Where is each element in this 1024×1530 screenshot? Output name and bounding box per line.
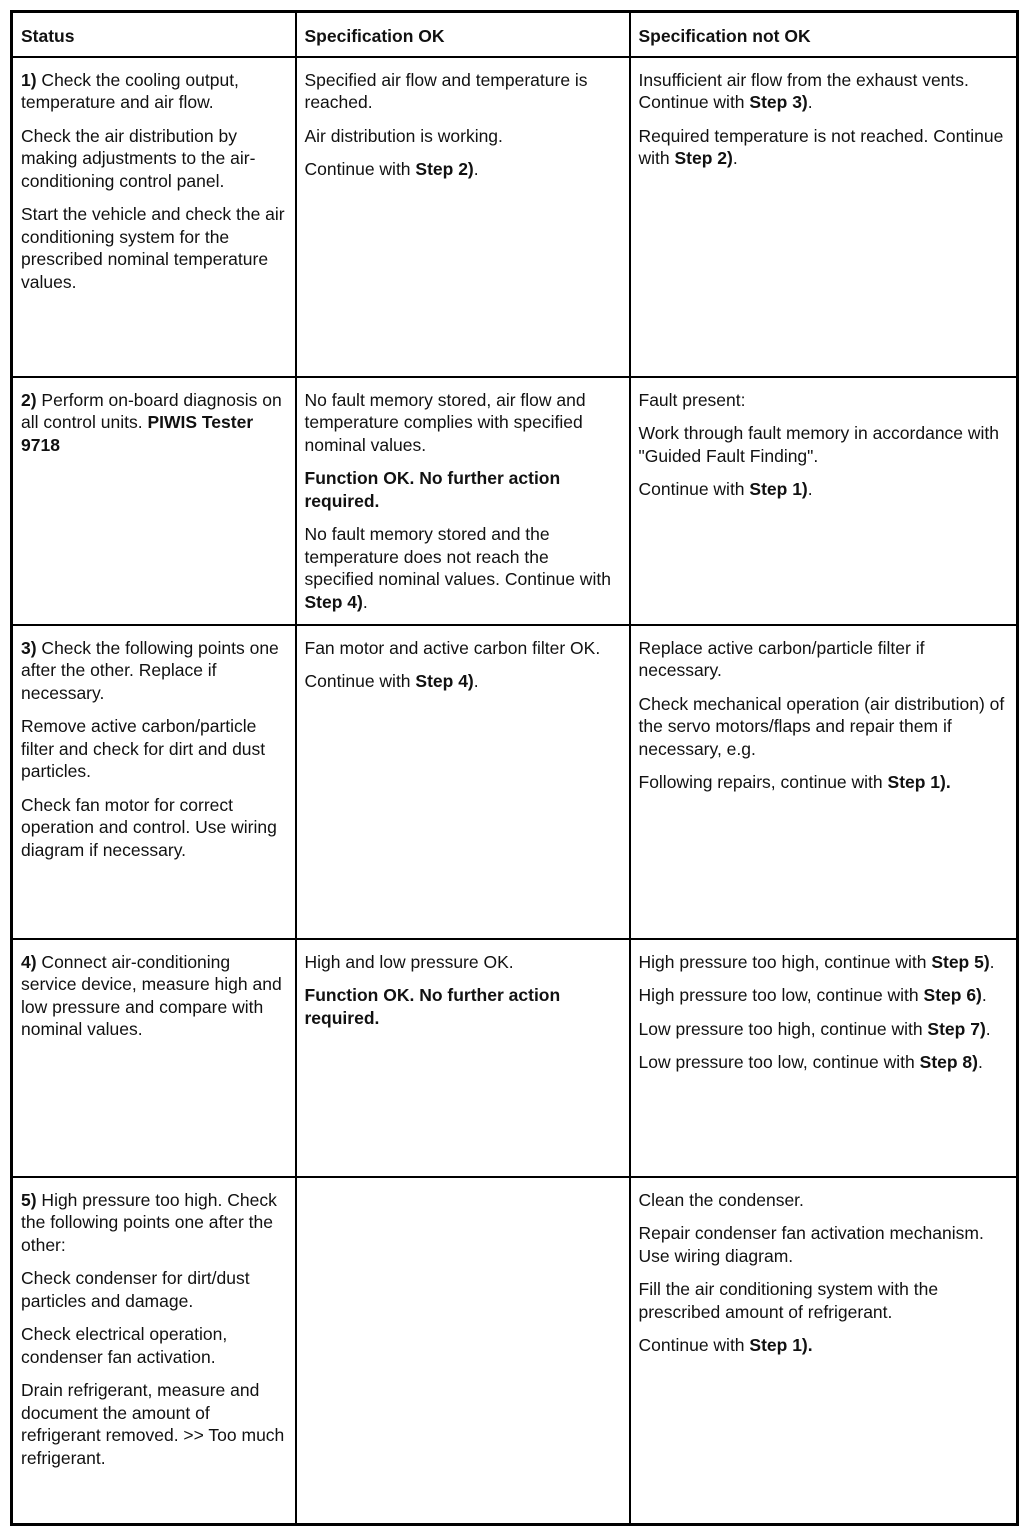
cell-paragraph	[21, 389, 287, 457]
cell-paragraph	[305, 125, 621, 148]
cell-paragraph	[639, 389, 1009, 412]
cell-paragraph	[639, 1222, 1009, 1267]
text: Continue with	[638, 1335, 750, 1355]
bold-text: Step 2)	[674, 148, 733, 168]
spec-not-ok-cell	[630, 377, 1018, 625]
status-cell	[12, 625, 296, 939]
text: Clean the condenser.	[638, 1189, 804, 1210]
spec-not-ok-cell	[630, 625, 1018, 939]
text: .	[981, 985, 987, 1005]
cell-paragraph	[21, 951, 287, 1041]
text: High and low pressure OK.	[304, 951, 514, 972]
table-row	[12, 939, 1018, 1177]
cell-paragraph	[305, 467, 621, 512]
bold-text: 5)	[21, 1189, 37, 1210]
table-row	[12, 625, 1018, 939]
text: .	[807, 92, 813, 112]
diagnosis-table	[10, 10, 1019, 1526]
cell-paragraph	[639, 1334, 1009, 1357]
text: High pressure too high, continue with	[638, 951, 932, 972]
text: Low pressure too high, continue with	[638, 1018, 928, 1039]
text: .	[989, 951, 995, 972]
bold-text: Function OK. No further action required.	[304, 985, 561, 1028]
text: Work through fault memory in accordance with "Guided Fault Finding".	[638, 423, 1000, 466]
status-cell	[12, 377, 296, 625]
cell-paragraph	[305, 69, 621, 114]
text: No fault memory stored and the temperature does not reach the specified nominal values. Continue with	[304, 524, 611, 589]
text: .	[985, 1018, 991, 1039]
status-cell	[12, 939, 296, 1177]
cell-paragraph	[639, 1278, 1009, 1323]
cell-paragraph	[639, 1018, 1009, 1041]
bold-text: Step 8)	[919, 1052, 978, 1072]
cell-paragraph	[305, 670, 621, 693]
table-row	[12, 377, 1018, 625]
header-status: Status	[12, 12, 296, 57]
text: Perform on-board diagnosis on all control units.	[21, 389, 282, 432]
text: Continue with	[304, 159, 416, 179]
spec-ok-cell	[296, 625, 630, 939]
cell-paragraph	[639, 1051, 1009, 1074]
text: .	[473, 159, 479, 179]
text: High pressure too low, continue with	[638, 985, 924, 1005]
cell-paragraph	[639, 69, 1009, 114]
bold-text: Step 2)	[415, 159, 474, 179]
cell-paragraph	[639, 771, 1009, 794]
cell-paragraph	[305, 158, 621, 181]
text: Check the following points one after the other. Replace if necessary.	[21, 637, 279, 703]
text: Check the cooling output, temperature and air flow.	[21, 69, 239, 112]
text: No fault memory stored, air flow and temperature complies with specified nominal values.	[304, 389, 586, 455]
text: Drain refrigerant, measure and document the amount of refrigerant removed. >> Too much refrigerant.	[21, 1380, 285, 1468]
bold-text: Step 7)	[927, 1018, 986, 1039]
bold-text: 2)	[21, 389, 37, 410]
text: .	[978, 1052, 983, 1072]
bold-text: Step 1).	[887, 772, 951, 792]
bold-text: 1)	[21, 69, 37, 90]
text: Connect air-conditioning service device, measure high and low pressure and compare with nominal values.	[21, 951, 282, 1039]
spec-not-ok-cell	[630, 939, 1018, 1177]
cell-paragraph	[21, 794, 287, 862]
cell-paragraph	[21, 637, 287, 705]
bold-text: Function OK. No further action required.	[304, 468, 561, 511]
cell-paragraph	[639, 478, 1009, 501]
text: Air distribution is working.	[304, 125, 503, 146]
cell-paragraph	[639, 984, 1009, 1007]
text: Check the air distribution by making adjustments to the air-conditioning control panel.	[21, 125, 256, 191]
status-cell	[12, 57, 296, 377]
bold-text: Step 4)	[304, 591, 363, 612]
bold-text: Step 3)	[749, 92, 808, 112]
status-cell	[12, 1177, 296, 1525]
text: Repair condenser fan activation mechanism. Use wiring diagram.	[638, 1223, 984, 1266]
cell-paragraph	[639, 637, 1009, 682]
text: Check mechanical operation (air distribution) of the servo motors/flaps and repair them if necessary, e.g.	[638, 693, 1005, 759]
spec-not-ok-cell	[630, 1177, 1018, 1525]
cell-paragraph	[21, 203, 287, 293]
cell-paragraph	[639, 693, 1009, 761]
text: Continue with	[304, 671, 416, 691]
cell-paragraph	[21, 1323, 287, 1368]
text: Start the vehicle and check the air conditioning system for the prescribed nominal temperature values.	[21, 204, 285, 292]
text: Fan motor and active carbon filter OK.	[304, 637, 601, 658]
text: Continue with	[638, 479, 750, 499]
bold-text: Step 4)	[415, 671, 474, 691]
cell-paragraph	[639, 951, 1009, 974]
text: .	[732, 148, 738, 168]
cell-paragraph	[21, 1267, 287, 1312]
text: Replace active carbon/particle filter if necessary.	[638, 637, 925, 680]
text: Specified air flow and temperature is reached.	[304, 69, 588, 112]
text: Low pressure too low, continue with	[638, 1052, 920, 1072]
text: Check fan motor for correct operation and control. Use wiring diagram if necessary.	[21, 794, 277, 860]
text: .	[807, 479, 813, 499]
text: Remove active carbon/particle filter and check for dirt and dust particles.	[21, 716, 266, 781]
bold-text: Step 5)	[931, 951, 990, 972]
text: Following repairs, continue with	[638, 772, 888, 792]
text: Check condenser for dirt/dust particles and damage.	[21, 1268, 250, 1311]
text: .	[362, 591, 368, 612]
text: Insufficient air flow from the exhaust vents. Continue with	[638, 69, 969, 112]
spec-ok-cell	[296, 57, 630, 377]
header-spec-ok: Specification OK	[296, 12, 630, 57]
text: Required temperature is not reached. Continue with	[638, 125, 1004, 168]
spec-ok-cell	[296, 377, 630, 625]
cell-paragraph	[639, 125, 1009, 170]
cell-paragraph	[305, 984, 621, 1029]
cell-paragraph	[21, 715, 287, 783]
spec-ok-cell	[296, 939, 630, 1177]
text: .	[473, 671, 479, 691]
cell-paragraph	[21, 1379, 287, 1469]
bold-text: 4)	[21, 951, 37, 972]
cell-paragraph	[305, 523, 621, 613]
cell-paragraph	[21, 1189, 287, 1257]
text: High pressure too high. Check the following points one after the other:	[21, 1189, 277, 1255]
bold-text: Step 6)	[923, 985, 982, 1005]
bold-text: PIWIS Tester 9718	[21, 412, 254, 455]
spec-ok-cell	[296, 1177, 630, 1525]
text: Fault present:	[638, 389, 746, 410]
table-row	[12, 1177, 1018, 1525]
cell-paragraph	[21, 69, 287, 114]
cell-paragraph	[639, 1189, 1009, 1212]
cell-paragraph	[21, 125, 287, 193]
table-row	[12, 57, 1018, 377]
cell-paragraph	[639, 422, 1009, 467]
cell-paragraph	[305, 951, 621, 974]
header-spec-not-ok: Specification not OK	[630, 12, 1018, 57]
bold-text: 3)	[21, 637, 37, 658]
spec-not-ok-cell	[630, 57, 1018, 377]
header-row	[12, 12, 1018, 57]
cell-paragraph	[305, 389, 621, 457]
text: Fill the air conditioning system with the prescribed amount of refrigerant.	[638, 1279, 939, 1322]
bold-text: Step 1)	[749, 479, 808, 499]
bold-text: Step 1).	[749, 1335, 813, 1355]
cell-paragraph	[305, 637, 621, 660]
text: Check electrical operation, condenser fan activation.	[21, 1324, 228, 1367]
